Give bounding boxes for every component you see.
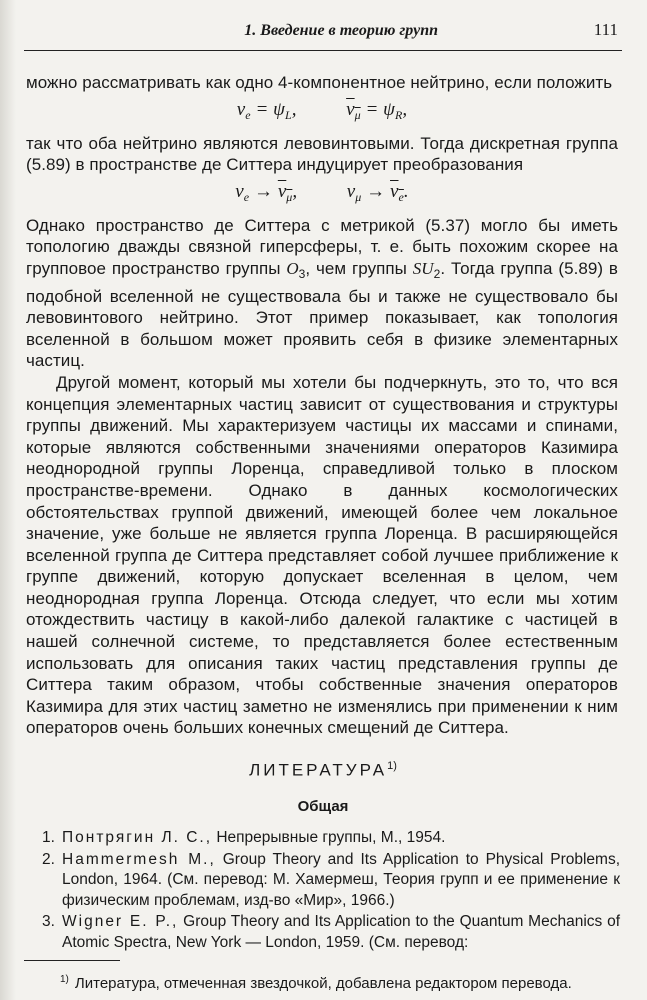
reference-item: 2. Hammermesh M., Group Theory and Its Application to Physical Problems, London, 1964. (См. перевод: М. Хамермеш, Теория групп и ее применение к физическим проблемам, изд-во «Мир», 1966.): [42, 850, 620, 909]
formula-2-b: $\nu_\mu$: [277, 180, 293, 204]
formula-1-rhs-r: = ψ: [365, 98, 396, 120]
paragraph-3: Однако пространство де Ситтера с метрикой (5.37) могло бы иметь топологию дважды связной гиперсферы, т. е. быть похожим скорее на групповое пространство группы $O_3$, чем группы $SU_2$. Тогда группа (5.89) в подобной вселенной не существовала бы и также не существовало бы левовинтового нейтрино. Этот пример показывает, как топология вселенной в большом может проявить себя в физике элементарных частиц.: [26, 215, 619, 371]
formula-2-arrow-2: →: [361, 180, 391, 202]
reference-item: 3. Wigner E. P., Group Theory and Its Application to the Quantum Mechanics of Atomic Spectra, New York — London, 1959. (См. перевод:: [42, 913, 621, 951]
formula-1-nu-mu-bar: $\nu_\mu$: [346, 98, 361, 122]
page: [24, 16, 622, 992]
scan-edge: [0, 0, 16, 1000]
reference-item: 1. Понтрягин Л. С., Непрерывные группы, М., 1954.: [42, 829, 446, 846]
formula-2-c: ν: [346, 180, 356, 202]
formula-2: $\nu_e \to \nu_\mu$, $\nu_\mu \to \nu_e$.: [235, 180, 409, 204]
reference-list: [42, 828, 620, 954]
formula-2-arrow-1: →: [249, 180, 278, 202]
page-number: 111: [593, 20, 618, 39]
running-header: [24, 16, 622, 51]
formula-1-nu-e: $\nu_e$: [236, 98, 251, 122]
formula-1-rhs-l: = ψ: [255, 98, 285, 120]
body-text: [26, 72, 618, 739]
formula-1: $\nu_e = \psi_L$, $\nu_\mu = \psi_R$,: [236, 98, 408, 122]
formula-2-a: ν: [235, 180, 244, 202]
literature-subtitle: Общая: [297, 798, 349, 815]
literature-title: ЛИТЕРАТУРА$^{1)}$: [249, 760, 397, 780]
footnote-rule: [24, 960, 120, 961]
paragraph-1: можно рассматривать как одно 4-компонентное нейтрино, если положить: [26, 73, 613, 92]
formula-2-c-sub: μ: [355, 189, 362, 204]
paragraph-4: Другой момент, который мы хотели бы подчеркнуть, это то, что вся концепция элементарных частиц зависит от существования и структуры группы движений. Мы характеризуем частицы их массами и спинами, которые являются собственными значениями операторов Казимира неоднородной группы Лоренца, справедливой только в плоском пространстве-времени. Однако в данных космологических обстоятельствах группой движений, имеющей более чем локальное значение, уже больше не является группа Лоренца. В расширяющейся вселенной группа де Ситтера представляет собой лучшее приближение к группе движений, которую допускает вселенная в целом, чем неоднородная группа Лоренца. Отсюда следует, что если мы хотим отождествить частицу в какой-либо далекой галактике с частицей в нашей солнечной системе, то представляется более естественным использовать для описания таких частиц представления группы де Ситтера таким образом, чтобы собственные значения операторов Казимира для этих частиц заметно не изменялись при применении к ним операторов очень больших конечных смещений де Ситтера.: [26, 372, 618, 738]
footnote: $^{1)}$ Литература, отмеченная звездочкой, добавлена редактором перевода.: [60, 974, 572, 992]
formula-2-d: $\nu_e$: [390, 180, 404, 204]
formula-1-sub-l: L: [284, 107, 292, 122]
formula-2-a-sub: e: [243, 189, 250, 204]
paragraph-2: так что оба нейтрино являются левовинтовыми. Тогда дискретная группа (5.89) в пространстве де Ситтера индуцирует преобразования: [26, 133, 618, 175]
formula-1-sub-r: R: [395, 107, 403, 122]
running-title: 1. Введение в теорию групп: [244, 22, 438, 39]
